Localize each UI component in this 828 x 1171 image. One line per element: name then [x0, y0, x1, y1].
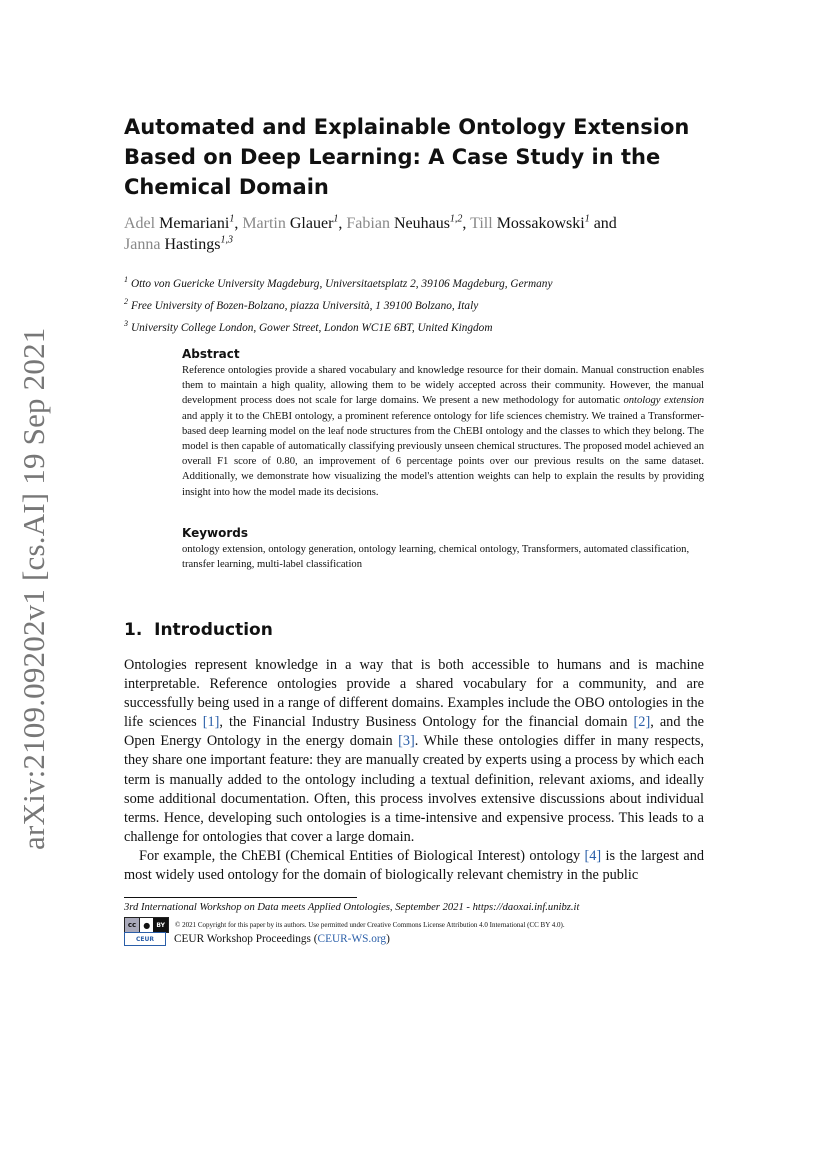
author[interactable]: Adel Memariani$^1$	[124, 213, 235, 232]
footnote-divider	[124, 897, 357, 898]
citation-link[interactable]: [2]	[633, 714, 651, 731]
affiliation: $^3$ University College London, Gower Street, London WC1E 6BT, United Kingdom	[124, 318, 493, 334]
abstract-block	[182, 346, 704, 500]
author-list: Adel Memariani$^1$, Martin Glauer$^1$, Fabian Neuhaus$^{1,2}$, Till Mossakowski$^1$ and Janna Hastings$^{1,3}$	[124, 213, 617, 253]
copyright-notice: © 2021 Copyright for this paper by its authors. Use permitted under Creative Commons License Attribution 4.0 International (CC BY 4.0).	[175, 921, 565, 929]
cc-by-license-icon[interactable]: cc ● BY	[124, 917, 169, 933]
section-heading: 1. Introduction	[124, 620, 273, 640]
abstract-heading: Abstract	[182, 347, 240, 361]
abstract-text: Reference ontologies provide a shared vocabulary and knowledge resource for their domain. Manual construction enables them to maintain a high quality, allowing them to be widely accepted across their community. However, the manual development process does not scale for large domains. We present a new methodology for automatic ontology extension and apply it to the ChEBI ontology, a prominent reference ontology for life sciences chemistry. We trained a Transformer-based deep learning model on the leaf node structures from the ChEBI ontology and the classes to which they belong. The model is then capable of automatically classifying previously unseen chemical structures. The proposed model achieved an overall F1 score of 0.80, an improvement of 6 percentage points over our previous results on the same dataset. Additionally, we demonstrate how visualizing the model's attention weights can help to explain the results by providing insight into how the model made its decisions.	[182, 365, 705, 498]
paper-title: Automated and Explainable Ontology Extension Based on Deep Learning: A Case Study in the Chemical Domain	[124, 115, 690, 199]
keywords-text: ontology extension, ontology generation, ontology learning, chemical ontology, Transformers, automated classification, transfer learning, multi-label classification	[182, 544, 690, 571]
author[interactable]: Janna Hastings$^{1,3}$	[124, 234, 233, 253]
affiliation-list	[124, 271, 724, 336]
proceedings-row	[124, 932, 390, 946]
keywords-block	[182, 525, 704, 572]
ceur-logo-icon: CEUR	[124, 932, 166, 946]
affiliation: $^2$ Free University of Bozen-Bolzano, piazza Università, 1 39100 Bolzano, Italy	[124, 296, 479, 312]
affiliation: $^1$ Otto von Guericke University Magdeburg, Universitaetsplatz 2, 39106 Magdeburg, Germany	[124, 275, 553, 290]
ceur-link[interactable]: CEUR-WS.org	[317, 933, 387, 945]
introduction-body	[124, 656, 704, 885]
citation-link[interactable]: [4]	[584, 847, 602, 864]
author[interactable]: Martin Glauer$^1$	[242, 213, 339, 232]
paragraph: Ontologies represent knowledge in a way that is both accessible to humans and is machine interpretable. Reference ontologies provide a shared vocabulary for a community, and are successfully being used in a range of different domains. Examples include the OBO ontologies in the life sciences [1], the Financial Industry Business Ontology for the financial domain [2], and the Open Energy Ontology in the energy domain [3]. While these ontologies differ in many respects, they share one important feature: they are manually created by experts using a process by which each term is manually added to the ontology including a textual definition, relevant axioms, and ideally some additional documentation. Often, this process involves extensive discussions about individual terms. Hence, developing such ontologies is a time-intensive and expensive process. This leads to a challenge for ontologies that cover a large domain.	[124, 657, 704, 845]
keywords-heading: Keywords	[182, 526, 249, 540]
author[interactable]: Till Mossakowski$^1$	[470, 213, 590, 232]
proceedings-credit: CEUR Workshop Proceedings (CEUR-WS.org)	[174, 933, 390, 945]
author[interactable]: Fabian Neuhaus$^{1,2}$	[346, 213, 463, 232]
license-row	[124, 917, 565, 933]
paragraph: For example, the ChEBI (Chemical Entities of Biological Interest) ontology [4] is the largest and most widely used ontology for the domain of biologically relevant chemistry in the public	[124, 847, 705, 884]
workshop-footnote: 3rd International Workshop on Data meets Applied Ontologies, September 2021 - https://daoxai.inf.unibz.it	[124, 902, 580, 913]
arxiv-identifier-stamp: arXiv:2109.09202v1 [cs.AI] 19 Sep 2021	[16, 327, 51, 850]
citation-link[interactable]: [1]	[202, 714, 220, 731]
citation-link[interactable]: [3]	[398, 733, 415, 750]
